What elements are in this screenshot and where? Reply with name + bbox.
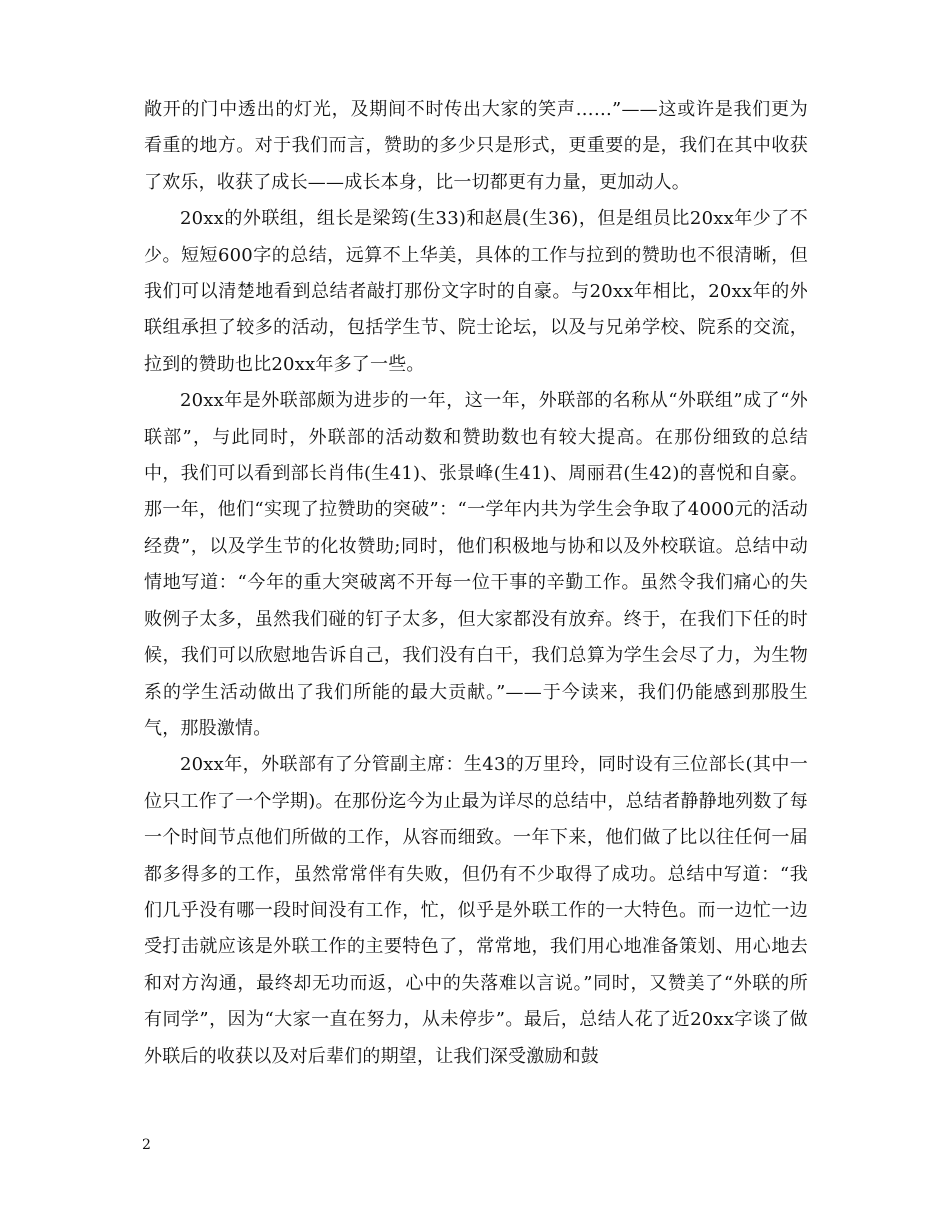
paragraph-3: 20xx年是外联部颇为进步的一年，这一年，外联部的名称从“外联组”成了“外联部”，与此同时，外联部的活动数和赞助数也有较大提高。在那份细致的总结中，我们可以看到部长肖伟(生41)、张景峰(生41)、周丽君(生42)的喜悦和自豪。那一年，他们“实现了拉赞助的突破”：“一学年内共为学生会争取了4000元的活动经费”，以及学生节的化妆赞助;同时，他们积极地与协和以及外校联谊。总结中动情地写道：“今年的重大突破离不开每一位干事的辛勤工作。虽然令我们痛心的失败例子太多，虽然我们碰的钉子太多，但大家都没有放弃。终于，在我们下任的时候，我们可以欣慰地告诉自己，我们没有白干，我们总算为学生会尽了力，为生物系的学生活动做出了我们所能的最大贡献。”——于今读来，我们仍能感到那股生气，那股激情。 <box>144 390 808 739</box>
body-text <box>144 92 808 1075</box>
paragraph-2: 20xx的外联组，组长是梁筠(生33)和赵晨(生36)，但是组员比20xx年少了不少。短短600字的总结，远算不上华美，具体的工作与拉到的赞助也不很清晰，但我们可以清楚地看到总结者敲打那份文字时的自豪。与20xx年相比，20xx年的外联组承担了较多的活动，包括学生节、院士论坛，以及与兄弟学校、院系的交流，拉到的赞助也比20xx年多了一些。 <box>144 208 808 375</box>
page-number: 2 <box>142 1137 151 1153</box>
paragraph-continuation: 敞开的门中透出的灯光，及期间不时传出大家的笑声……”——这或许是我们更为看重的地方。对于我们而言，赞助的多少只是形式，更重要的是，我们在其中收获了欢乐，收获了成长——成长本身，比一切都更有力量，更加动人。 <box>144 99 808 193</box>
paragraph-4: 20xx年，外联部有了分管副主席：生43的万里玲，同时设有三位部长(其中一位只工作了一个学期)。在那份迄今为止最为详尽的总结中，总结者静静地列数了每一个时间节点他们所做的工作，从容而细致。一年下来，他们做了比以往任何一届都多得多的工作，虽然常常伴有失败，但仍有不少取得了成功。总结中写道：“我们几乎没有哪一段时间没有工作，忙，似乎是外联工作的一大特色。而一边忙一边受打击就应该是外联工作的主要特色了，常常地，我们用心地准备策划、用心地去和对方沟通，最终却无功而返，心中的失落难以言说。”同时，又赞美了“外联的所有同学”，因为“大家一直在努力，从未停步”。最后，总结人花了近20xx字谈了做外联后的收获以及对后辈们的期望，让我们深受激励和鼓 <box>144 754 808 1067</box>
